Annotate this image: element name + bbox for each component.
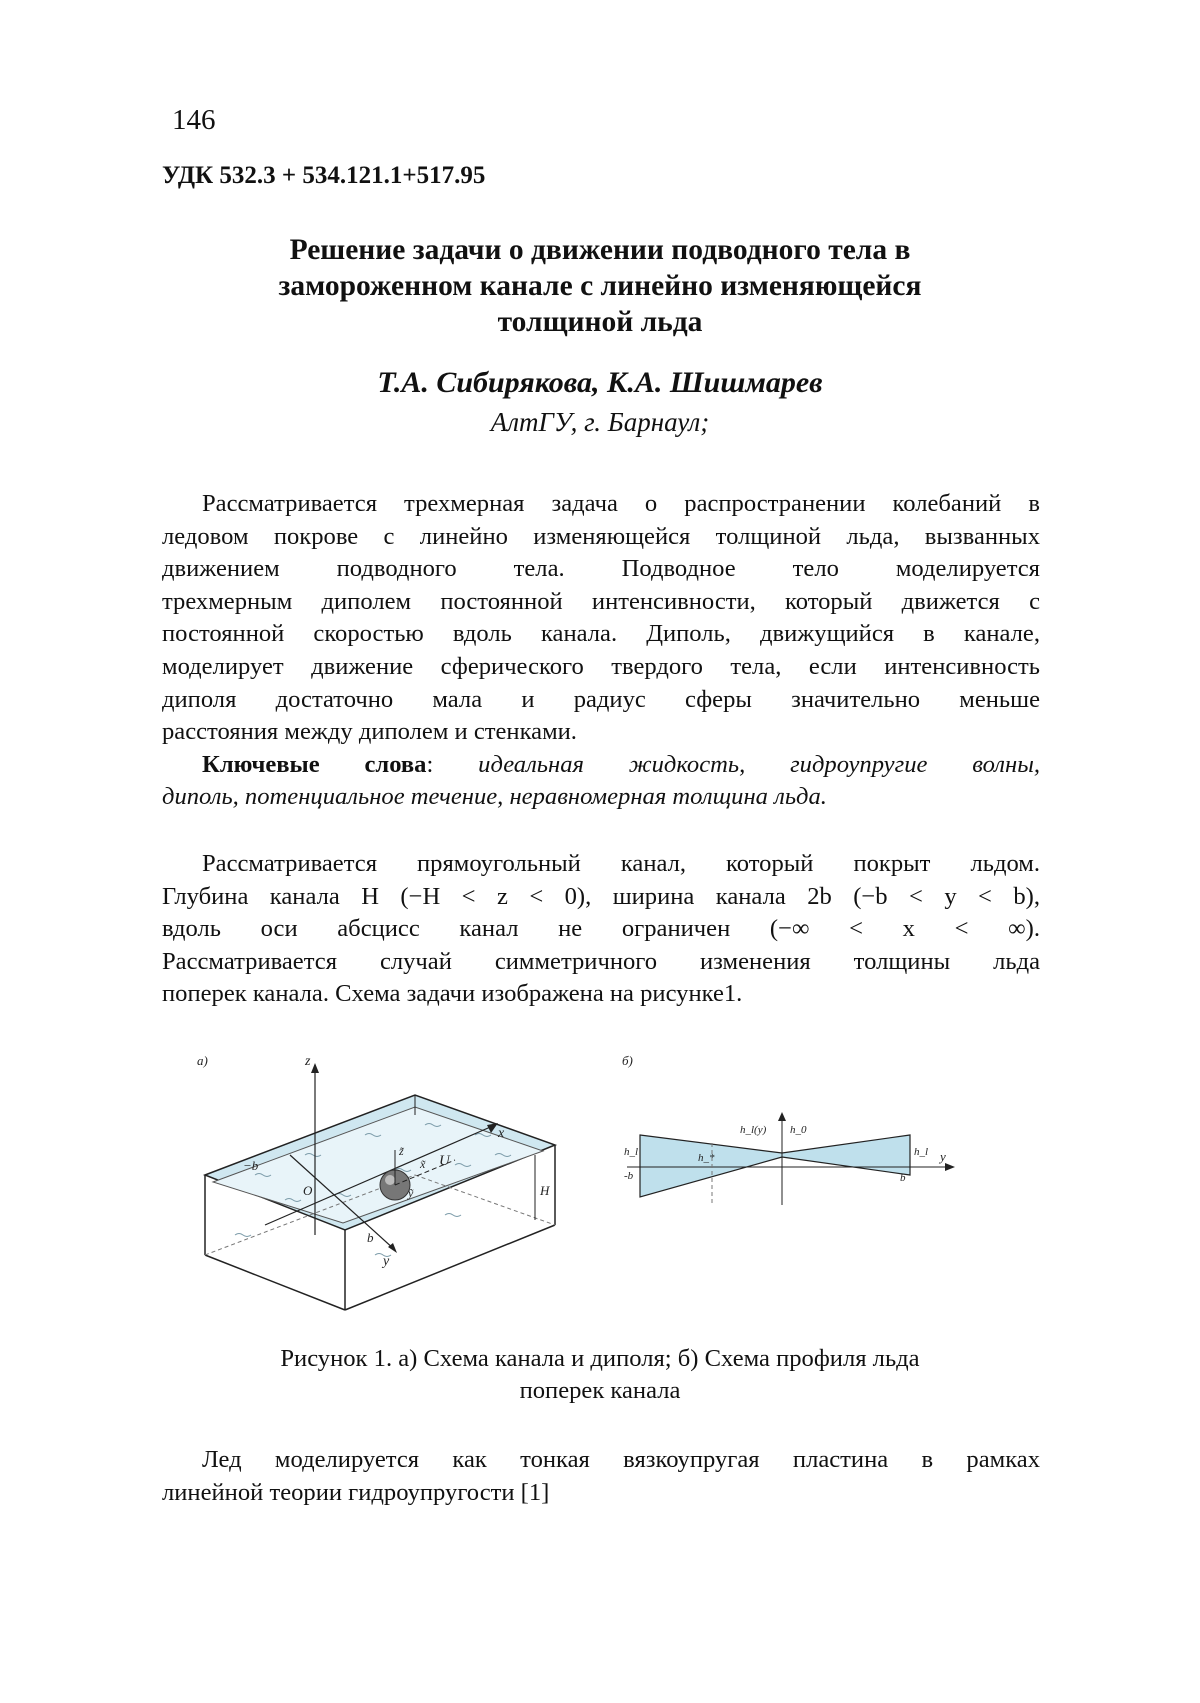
body-paragraph xyxy=(162,848,1040,1011)
page-number: 146 xyxy=(172,104,216,137)
title-line: Решение задачи о движении подводного тела в xyxy=(150,232,1050,268)
label-hl-left: h_l xyxy=(624,1146,638,1158)
authors: Т.А. Сибирякова, К.А. Шишмарев xyxy=(150,366,1050,400)
figure-panel-a xyxy=(195,1055,575,1325)
abstract-line: постоянной скоростью вдоль канала. Диполь, движущийся в канале, xyxy=(162,618,1040,651)
label-origin: O xyxy=(303,1183,313,1198)
udk-code: УДК 532.3 + 534.121.1+517.95 xyxy=(162,162,485,190)
title-line: замороженном канале с линейно изменяющейся xyxy=(150,268,1050,304)
label-y-tilde: ỹ xyxy=(407,1186,414,1200)
label-b-right: b xyxy=(900,1172,906,1184)
closing-line: линейной теории гидроупругости [1] xyxy=(162,1477,1040,1510)
label-minus-b-b: -b xyxy=(624,1170,634,1182)
label-h: H xyxy=(539,1183,550,1198)
label-hl-y: h_l(y) xyxy=(740,1124,767,1136)
label-x-tilde: x̃ xyxy=(419,1157,426,1171)
body-line: Рассматривается прямоугольный канал, который покрыт льдом. xyxy=(162,848,1040,881)
keywords-line xyxy=(162,749,1040,782)
abstract-line: диполя достаточно мала и радиус сферы значительно меньше xyxy=(162,684,1040,717)
abstract-line: моделирует движение сферического твердого тела, если интенсивность xyxy=(162,651,1040,684)
abstract-line: Рассматривается трехмерная задача о распространении колебаний в xyxy=(162,488,1040,521)
figure-caption xyxy=(150,1343,1050,1407)
label-minus-b: −b xyxy=(243,1158,259,1173)
label-y: y xyxy=(381,1254,390,1269)
body-line: Рассматривается случай симметричного изменения толщины льда xyxy=(162,946,1040,979)
caption-line: поперек канала xyxy=(150,1375,1050,1407)
abstract-line: движением подводного тела. Подводное тело моделируется xyxy=(162,553,1040,586)
label-y-b: y xyxy=(938,1149,946,1164)
label-z-tilde: z̃ xyxy=(398,1144,404,1158)
figure-panel-b xyxy=(622,1055,982,1205)
abstract-line: трехмерным диполем постоянной интенсивности, который движется с xyxy=(162,586,1040,619)
keywords-line: диполь, потенциальное течение, неравномерная толщина льда. xyxy=(162,781,1040,814)
label-u: U xyxy=(439,1153,451,1169)
label-b: b xyxy=(367,1230,374,1245)
affiliation: АлтГУ, г. Барнаул; xyxy=(150,407,1050,438)
body-line: вдоль оси абсцисс канал не ограничен (−∞ < x < ∞). xyxy=(162,913,1040,946)
body-line: Глубина канала H (−H < z < 0), ширина канала 2b (−b < y < b), xyxy=(162,881,1040,914)
abstract-line: расстояния между диполем и стенками. xyxy=(162,716,1040,749)
ice-profile xyxy=(640,1135,910,1197)
label-h-star: h_* xyxy=(698,1152,715,1164)
label-z: z xyxy=(304,1055,311,1069)
abstract xyxy=(162,488,1040,814)
closing-paragraph xyxy=(162,1444,1040,1509)
panel-a-label: а) xyxy=(197,1055,208,1068)
keywords-label: Ключевые слова xyxy=(202,751,426,778)
keywords-colon: : xyxy=(426,751,433,778)
title-line: толщиной льда xyxy=(150,304,1050,340)
label-hl-right: h_l xyxy=(914,1146,928,1158)
abstract-line: ледовом покрове с линейно изменяющейся толщиной льда, вызванных xyxy=(162,521,1040,554)
caption-line: Рисунок 1. а) Схема канала и диполя; б) Схема профиля льда xyxy=(150,1343,1050,1375)
label-x: x xyxy=(497,1126,505,1141)
paper-title xyxy=(150,232,1050,340)
panel-b-label: б) xyxy=(622,1055,633,1068)
closing-line: Лед моделируется как тонкая вязкоупругая пластина в рамках xyxy=(162,1444,1040,1477)
keywords-text: идеальная жидкость, гидроупругие волны, xyxy=(478,751,1040,778)
label-h0: h_0 xyxy=(790,1124,807,1136)
body-line: поперек канала. Схема задачи изображена на рисунке1. xyxy=(162,978,1040,1011)
